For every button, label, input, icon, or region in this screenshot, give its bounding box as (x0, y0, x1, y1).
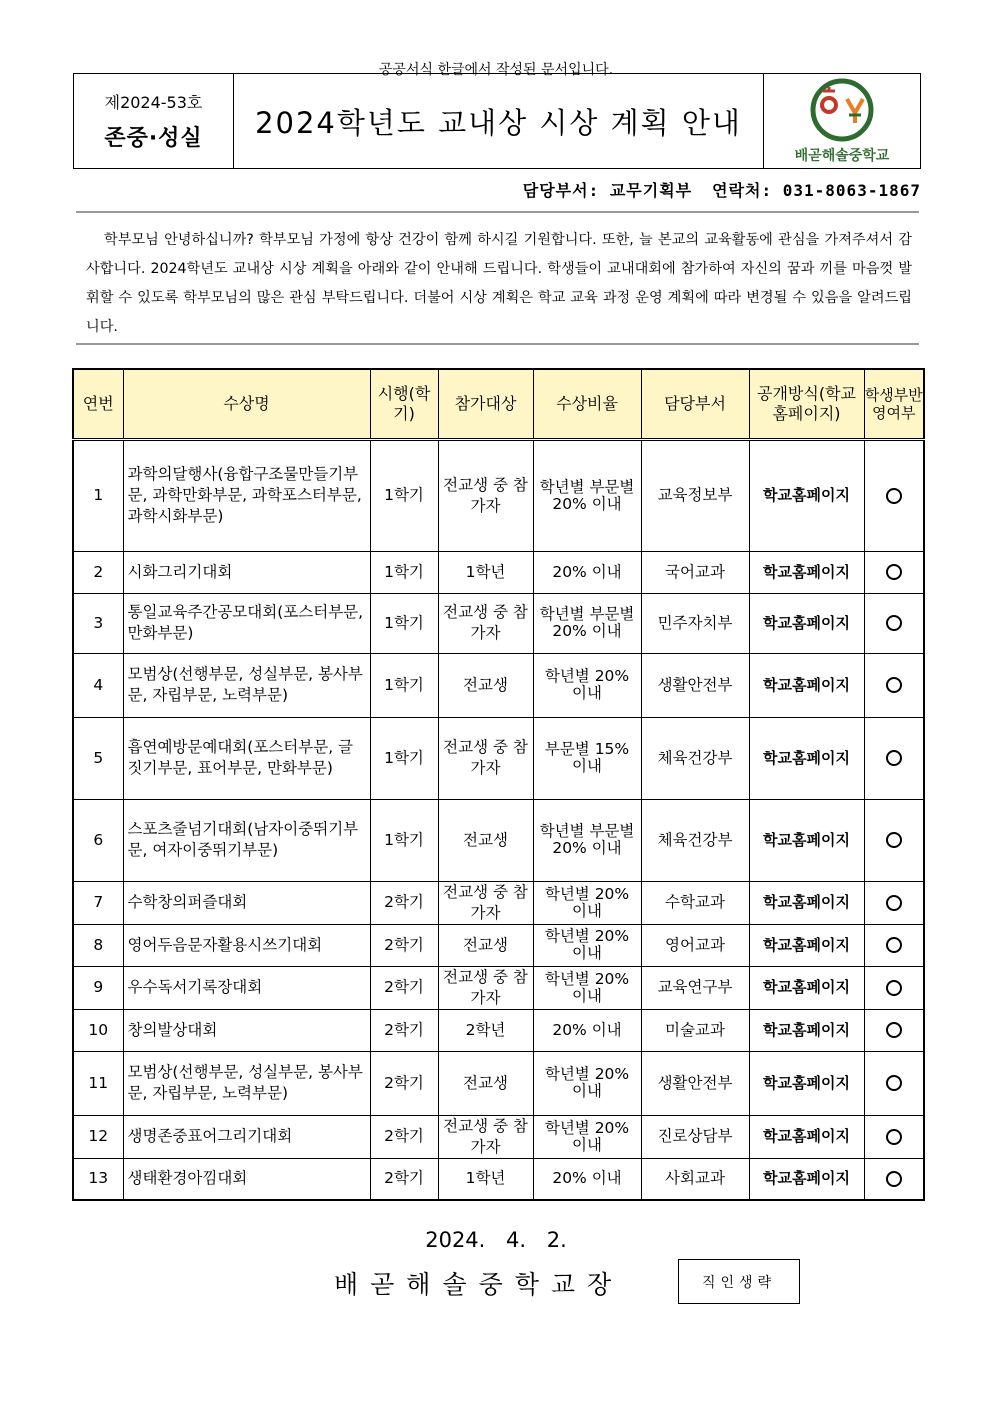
cell-semester: 2학기 (370, 924, 438, 966)
school-logo-text: 배곧해솔중학교 (794, 148, 890, 164)
cell-award-name: 시화그리기대회 (123, 551, 370, 593)
cell-target: 전교생 (438, 1051, 533, 1115)
cell-ratio: 학년별 20% 이내 (533, 881, 641, 924)
table-header-row (73, 369, 924, 439)
cell-record-reflection (864, 551, 924, 593)
cell-department: 체육건강부 (641, 799, 749, 881)
check-circle-icon (886, 488, 902, 504)
principal-signature: 배곧해솔중학교장 (334, 1270, 624, 1299)
cell-ratio: 20% 이내 (533, 1158, 641, 1200)
cell-record-reflection (864, 593, 924, 653)
cell-target: 전교생 중 참가자 (438, 1115, 533, 1158)
cell-ratio: 학년별 20% 이내 (533, 966, 641, 1009)
cell-ratio: 학년별 20% 이내 (533, 924, 641, 966)
cell-semester: 1학기 (370, 653, 438, 717)
cell-department: 국어교과 (641, 551, 749, 593)
cell-semester: 1학기 (370, 439, 438, 551)
cell-disclosure-method: 학교홈페이지 (749, 717, 864, 799)
document-header (73, 73, 921, 169)
cell-disclosure-method: 학교홈페이지 (749, 924, 864, 966)
cell-target: 전교생 중 참가자 (438, 881, 533, 924)
intro-paragraph: 학부모님 안녕하십니까? 학부모님 가정에 항상 건강이 함께 하시길 기원합니다. 또한, 늘 본교의 교육활동에 관심을 가져주셔서 감사합니다. 2024학년도 교내상 시상 계획을 아래와 같이 안내해 드립니다. 학생들이 교내대회에 참가하여 자신의 꿈과 끼를 마음껏 발휘할 수 있도록 학부모님의 많은 관심 부탁드립니다. 더불어 시상 계획은 학교 교육 과정 운영 계획에 따라 변경될 수 있음을 알려드립니다. (86, 232, 912, 335)
cell-department: 생활안전부 (641, 653, 749, 717)
check-circle-icon (886, 564, 902, 580)
cell-disclosure-method: 학교홈페이지 (749, 439, 864, 551)
cell-semester: 1학기 (370, 799, 438, 881)
cell-no: 6 (73, 799, 123, 881)
header-award-name: 수상명 (123, 369, 370, 439)
cell-no: 9 (73, 966, 123, 1009)
cell-award-name: 스포츠줄넘기대회(남자이중뛰기부문, 여자이중뛰기부문) (123, 799, 370, 881)
intro-bottom-divider (76, 343, 919, 345)
cell-award-name: 과학의달행사(융합구조물만들기부문, 과학만화부문, 과학포스터부문, 과학시화부문) (123, 439, 370, 551)
header-target: 참가대상 (438, 369, 533, 439)
document-title: 2024학년도 교내상 시상 계획 안내 (255, 105, 742, 140)
cell-target: 전교생 (438, 799, 533, 881)
cell-semester: 2학기 (370, 1009, 438, 1051)
check-circle-icon (886, 1129, 902, 1145)
cell-disclosure-method: 학교홈페이지 (749, 966, 864, 1009)
table-row (73, 966, 924, 1009)
intro-top-divider (76, 211, 919, 213)
cell-disclosure-method: 학교홈페이지 (749, 881, 864, 924)
cell-department: 수학교과 (641, 881, 749, 924)
cell-record-reflection (864, 439, 924, 551)
cell-record-reflection (864, 1051, 924, 1115)
check-circle-icon (886, 895, 902, 911)
cell-target: 1학년 (438, 551, 533, 593)
check-circle-icon (886, 1075, 902, 1091)
cell-disclosure-method: 학교홈페이지 (749, 1158, 864, 1200)
cell-ratio: 학년별 20% 이내 (533, 1051, 641, 1115)
table-row (73, 439, 924, 551)
header-no: 연번 (73, 369, 123, 439)
cell-no: 10 (73, 1009, 123, 1051)
cell-department: 민주자치부 (641, 593, 749, 653)
table-row (73, 799, 924, 881)
check-circle-icon (886, 677, 902, 693)
cell-department: 사회교과 (641, 1158, 749, 1200)
check-circle-icon (886, 832, 902, 848)
cell-target: 전교생 중 참가자 (438, 966, 533, 1009)
table-row (73, 1115, 924, 1158)
issue-date: 2024. 4. 2. (425, 1228, 567, 1252)
cell-disclosure-method: 학교홈페이지 (749, 593, 864, 653)
school-logo-icon (809, 77, 875, 143)
cell-department: 영어교과 (641, 924, 749, 966)
cell-department: 미술교과 (641, 1009, 749, 1051)
cell-no: 4 (73, 653, 123, 717)
table-row (73, 717, 924, 799)
cell-disclosure-method: 학교홈페이지 (749, 1115, 864, 1158)
cell-award-name: 생명존중표어그리기대회 (123, 1115, 370, 1158)
table-row (73, 593, 924, 653)
cell-department: 생활안전부 (641, 1051, 749, 1115)
contact-line (523, 178, 921, 201)
cell-no: 2 (73, 551, 123, 593)
table-row (73, 924, 924, 966)
cell-record-reflection (864, 799, 924, 881)
table-row (73, 551, 924, 593)
cell-semester: 2학기 (370, 1115, 438, 1158)
cell-record-reflection (864, 924, 924, 966)
header-ratio: 수상비율 (533, 369, 641, 439)
cell-award-name: 통일교육주간공모대회(포스터부문, 만화부문) (123, 593, 370, 653)
document-number: 제2024-53호 (104, 93, 203, 112)
cell-ratio: 20% 이내 (533, 551, 641, 593)
table-row (73, 1158, 924, 1200)
cell-award-name: 흡연예방문예대회(포스터부문, 글짓기부문, 표어부문, 만화부문) (123, 717, 370, 799)
cell-target: 1학년 (438, 1158, 533, 1200)
cell-ratio: 학년별 부문별 20% 이내 (533, 439, 641, 551)
cell-award-name: 생태환경아낌대회 (123, 1158, 370, 1200)
table-row (73, 653, 924, 717)
cell-no: 11 (73, 1051, 123, 1115)
cell-semester: 1학기 (370, 593, 438, 653)
phone-label: 연락처: 031-8063-1867 (712, 181, 921, 200)
cell-ratio: 학년별 부문별 20% 이내 (533, 593, 641, 653)
table-row (73, 881, 924, 924)
cell-disclosure-method: 학교홈페이지 (749, 551, 864, 593)
cell-award-name: 우수독서기록장대회 (123, 966, 370, 1009)
cell-record-reflection (864, 653, 924, 717)
check-circle-icon (886, 615, 902, 631)
cell-record-reflection (864, 881, 924, 924)
cell-semester: 2학기 (370, 881, 438, 924)
cell-ratio: 학년별 20% 이내 (533, 1115, 641, 1158)
check-circle-icon (886, 937, 902, 953)
cell-ratio: 부문별 15% 이내 (533, 717, 641, 799)
cell-department: 체육건강부 (641, 717, 749, 799)
table-row (73, 1051, 924, 1115)
cell-no: 1 (73, 439, 123, 551)
header-disclosure-method: 공개방식(학교홈페이지) (749, 369, 864, 439)
cell-award-name: 영어두음문자활용시쓰기대회 (123, 924, 370, 966)
table-row (73, 1009, 924, 1051)
cell-award-name: 수학창의퍼즐대회 (123, 881, 370, 924)
cell-no: 5 (73, 717, 123, 799)
cell-no: 13 (73, 1158, 123, 1200)
cell-award-name: 창의발상대회 (123, 1009, 370, 1051)
cell-award-name: 모범상(선행부문, 성실부문, 봉사부문, 자립부문, 노력부문) (123, 1051, 370, 1115)
school-motto: 존중·성실 (104, 126, 203, 151)
cell-no: 12 (73, 1115, 123, 1158)
public-form-notice: 공공서식 한글에서 작성된 문서입니다. (378, 62, 614, 78)
cell-disclosure-method: 학교홈페이지 (749, 1009, 864, 1051)
check-circle-icon (886, 750, 902, 766)
check-circle-icon (886, 980, 902, 996)
cell-ratio: 학년별 부문별 20% 이내 (533, 799, 641, 881)
cell-semester: 2학기 (370, 1158, 438, 1200)
cell-target: 전교생 중 참가자 (438, 717, 533, 799)
cell-record-reflection (864, 1009, 924, 1051)
cell-department: 진로상담부 (641, 1115, 749, 1158)
cell-record-reflection (864, 1158, 924, 1200)
cell-disclosure-method: 학교홈페이지 (749, 653, 864, 717)
cell-department: 교육정보부 (641, 439, 749, 551)
cell-award-name: 모범상(선행부문, 성실부문, 봉사부문, 자립부문, 노력부문) (123, 653, 370, 717)
header-record-reflection: 학생부반영여부 (864, 369, 924, 439)
check-circle-icon (886, 1022, 902, 1038)
cell-record-reflection (864, 966, 924, 1009)
cell-target: 전교생 중 참가자 (438, 593, 533, 653)
cell-semester: 2학기 (370, 1051, 438, 1115)
cell-target: 전교생 (438, 653, 533, 717)
cell-semester: 1학기 (370, 551, 438, 593)
cell-disclosure-method: 학교홈페이지 (749, 1051, 864, 1115)
department-label: 담당부서: 교무기획부 (522, 181, 693, 200)
cell-record-reflection (864, 1115, 924, 1158)
school-logo-box (763, 74, 920, 168)
cell-ratio: 20% 이내 (533, 1009, 641, 1051)
cell-target: 전교생 중 참가자 (438, 439, 533, 551)
cell-semester: 2학기 (370, 966, 438, 1009)
header-left-box (74, 74, 234, 168)
cell-ratio: 학년별 20% 이내 (533, 653, 641, 717)
cell-no: 3 (73, 593, 123, 653)
check-circle-icon (886, 1171, 902, 1187)
cell-department: 교육연구부 (641, 966, 749, 1009)
header-semester: 시행(학기) (370, 369, 438, 439)
header-department: 담당부서 (641, 369, 749, 439)
cell-semester: 1학기 (370, 717, 438, 799)
cell-disclosure-method: 학교홈페이지 (749, 799, 864, 881)
cell-target: 2학년 (438, 1009, 533, 1051)
cell-no: 7 (73, 881, 123, 924)
cell-no: 8 (73, 924, 123, 966)
seal-box: 직인생략 (678, 1259, 800, 1304)
awards-table (72, 368, 925, 1201)
cell-record-reflection (864, 717, 924, 799)
cell-target: 전교생 (438, 924, 533, 966)
